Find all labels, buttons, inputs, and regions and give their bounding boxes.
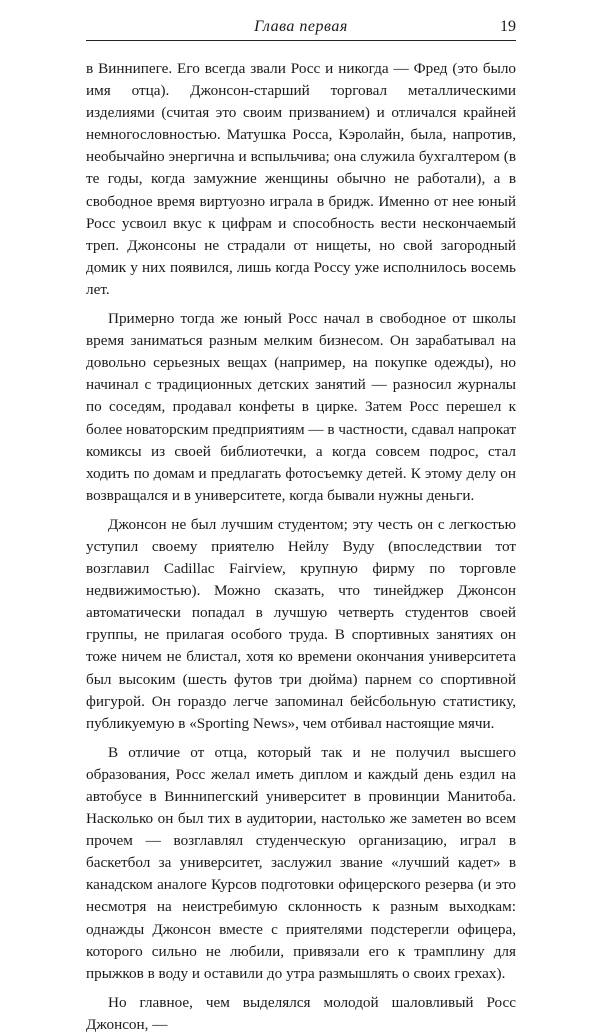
paragraph-1: в Виннипеге. Его всегда звали Росс и никогда — Фред (это было имя отца). Джонсон-старший торговал металлическими изделиями (считая это своим призванием) и отличался крайней немногословностью. Матушка Росса, Кэролайн, была, напротив, необычайно энергична и вспыльчива; она служила бухгалтером (в те годы, когда замужние женщины обычно не работали), а в свободное время виртуозно играла в бридж. Именно от нее юный Росс усвоил вкус к цифрам и способность вести нескончаемый треп. Джонсоны не страдали от нищеты, но свой загородный домик у них появился, лишь когда Россу уже исполнилось восемь лет. [86, 60, 516, 298]
page-number: 19 [500, 18, 516, 35]
paragraph-4: В отличие от отца, который так и не получил высшего образования, Росс желал иметь диплом и каждый день ездил на автобусе в Виннипегский университет в провинции Манитоба. Насколько он был тих в аудитории, настолько же заметен во всем прочем — возглавлял студенческую организацию, играл в баскетбол за университет, заслужил звание «лучший кадет» в канадском аналоге Курсов подготовки офицерского резерва (и это несмотря на неистребимую склонность к разным выходкам: однажды Джонсон вместе с приятелями подстерегли офицера, которого сильно не любили, привязали его к трамплину для прыжков в воду и оставили до утра размышлять о своих грехах). [86, 743, 516, 982]
chapter-title: Глава первая [254, 18, 348, 35]
paragraph-2: Примерно тогда же юный Росс начал в свободное от школы время заниматься разным мелким бизнесом. Он зарабатывал на довольно серьезных вещах (например, на покупке одежды), но начинал с традиционных детских занятий — разносил журналы по соседям, продавал конфеты в цирке. Затем Росс перешел к более новаторским предприятиям — в частности, сдавал напрокат комиксы из своей библиотечки, а когда совсем подрос, стал ходить по домам и предлагать фотосъемку детей. К этому делу он возвращался и в университете, когда бывали нужны деньги. [86, 310, 516, 504]
paragraph-5: Но главное, чем выделялся молодой шаловливый Росс Джонсон, — [86, 993, 516, 1033]
running-head [86, 14, 516, 40]
body-text [86, 58, 516, 1036]
paragraph-3: Джонсон не был лучшим студентом; эту честь он с легкостью уступил своему приятелю Нейлу Вуду (впоследствии тот возглавил Cadillac Fairview, крупную фирму по торговле недвижимостью). Можно сказать, что тинейджер Джонсон автоматически попадал в лучшую четверть студентов своей группы, не прилагая особого труда. В спортивных занятиях он тоже ничем не блистал, хотя ко времени окончания университета был высоким (шесть футов три дюйма) парнем со спортивной фигурой. Он гораздо легче запоминал бейсбольную статистику, публикуемую в «Sporting News», чем отбивал настоящие мячи. [86, 515, 516, 732]
header-rule [86, 40, 516, 41]
